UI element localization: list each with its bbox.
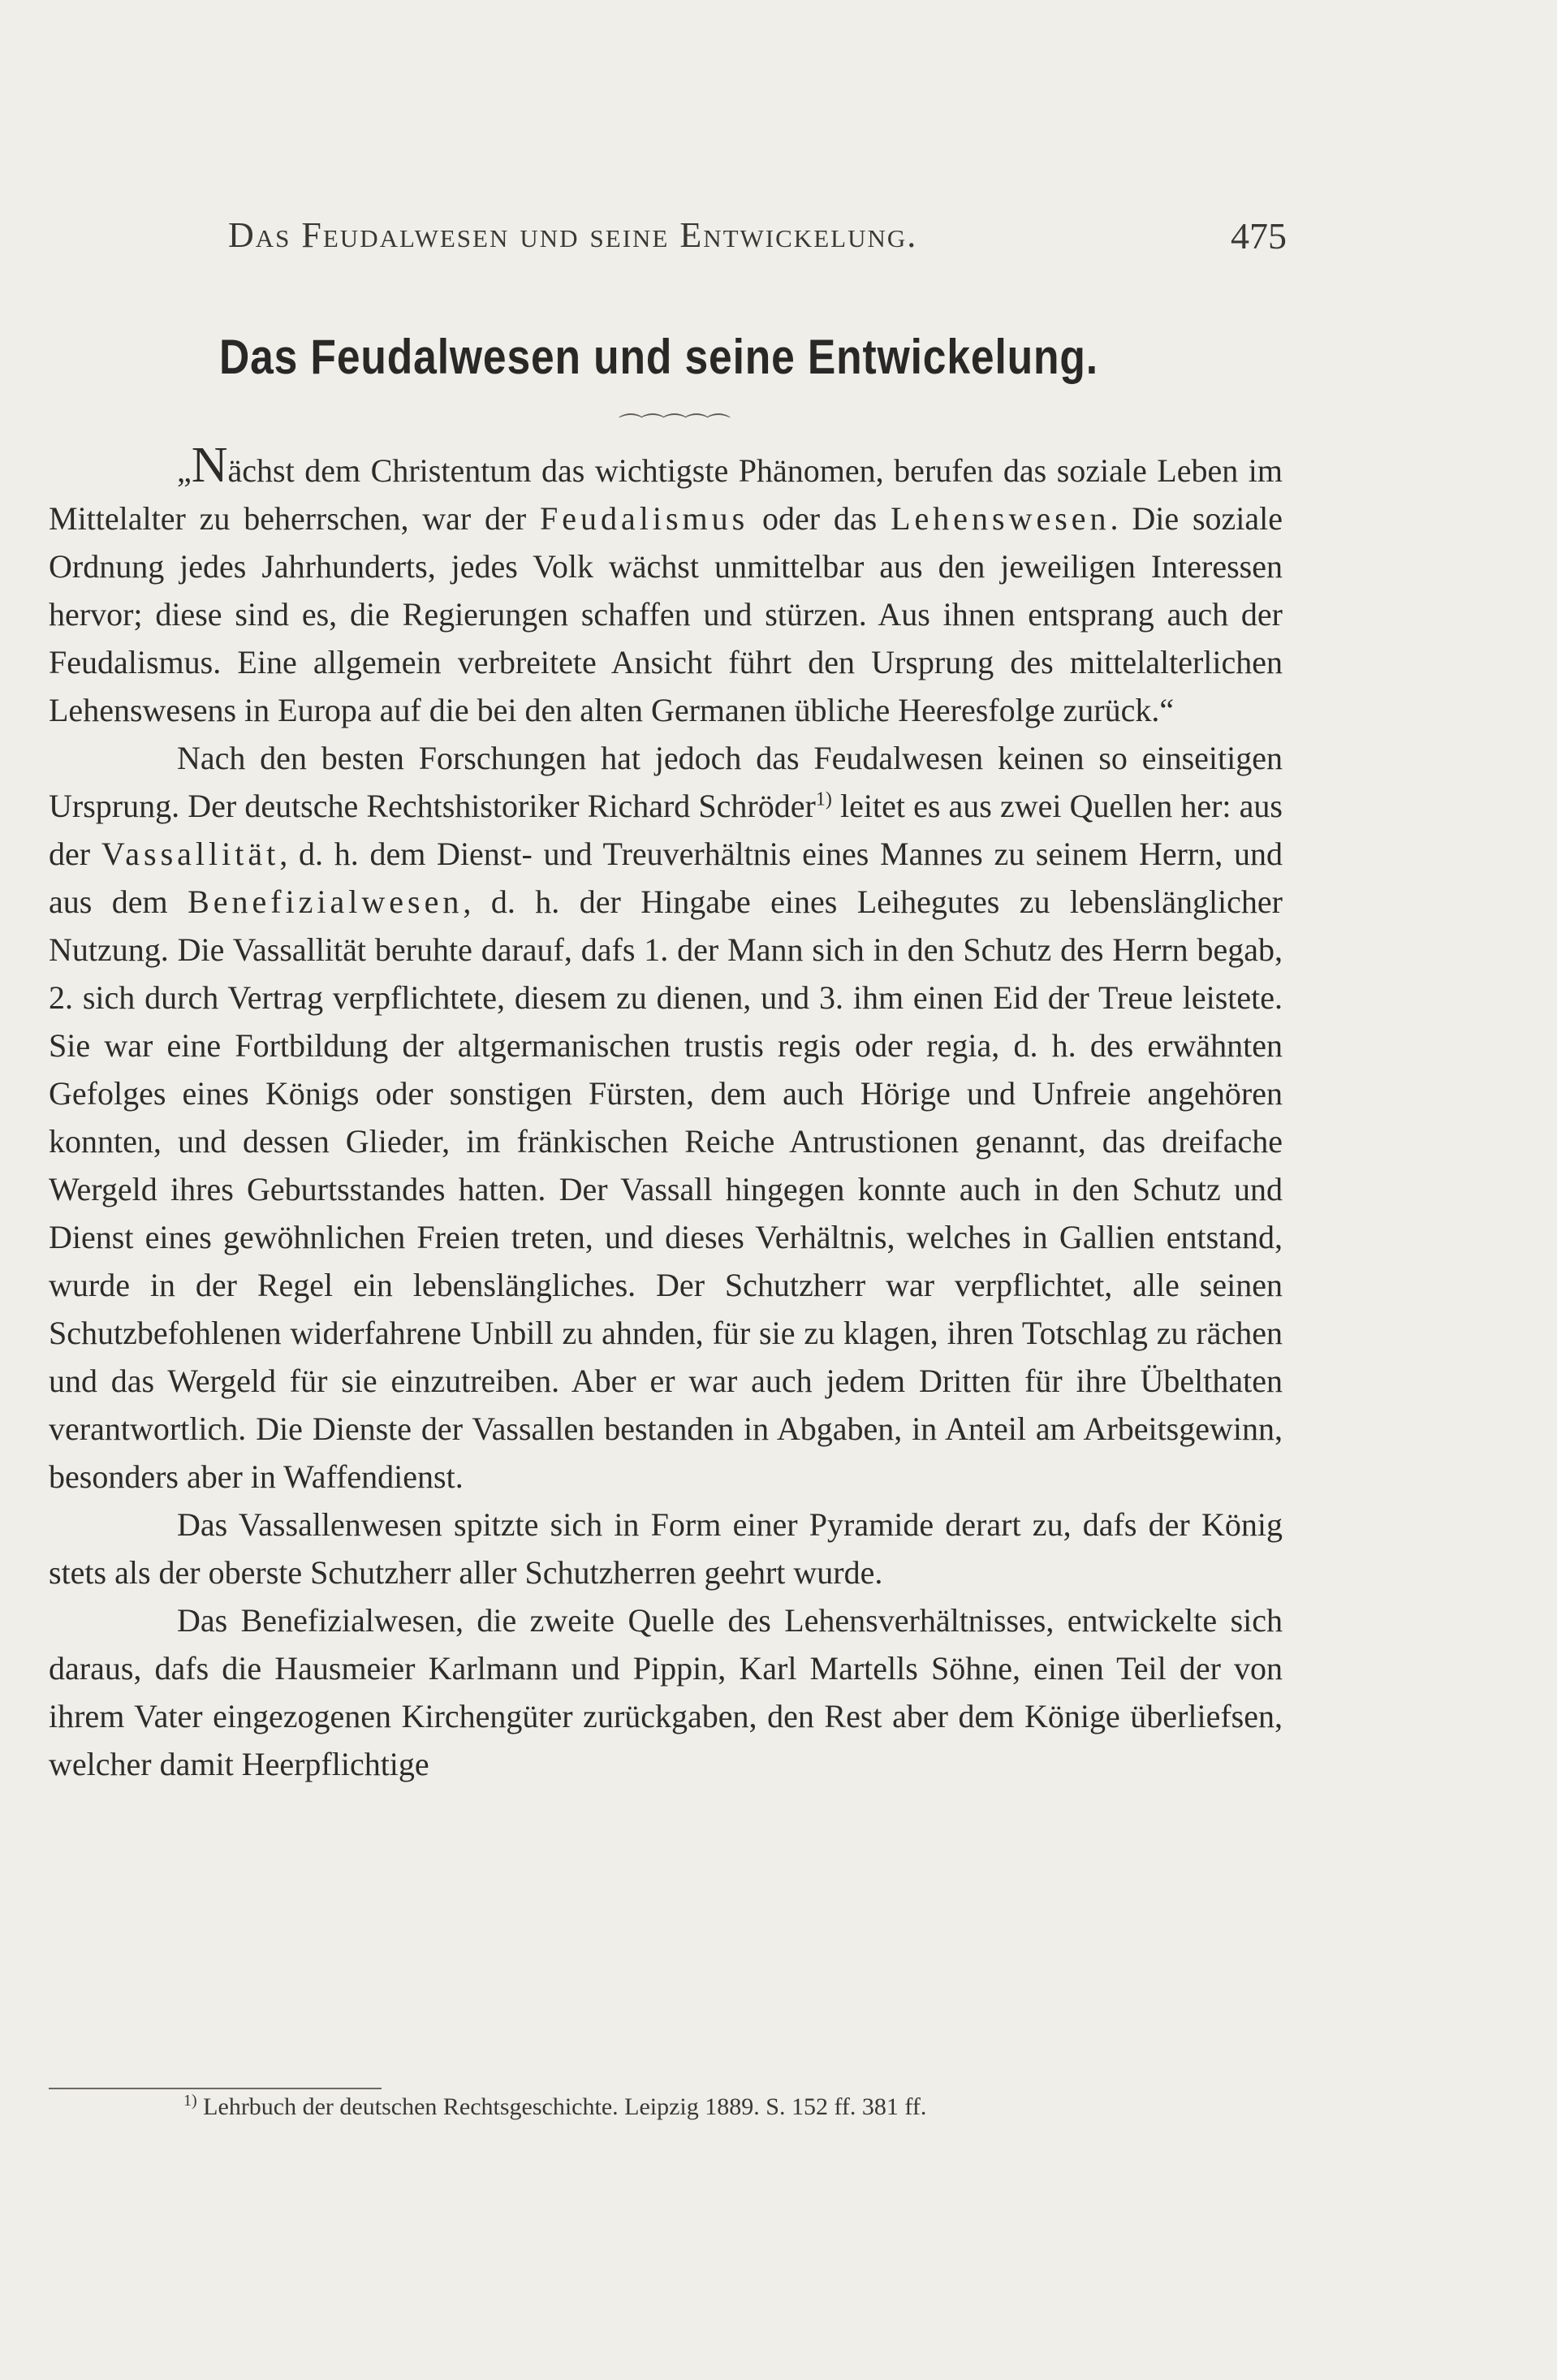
paragraph-1 [49,438,1283,734]
paragraph-2 [49,734,1283,1501]
paragraph-2-text-c: , d. h. dem Dienst- und Treuverhältnis eines Mannes zu seinem Herrn, und aus dem [49,836,1283,920]
paragraph-2-text-a: Nach den besten Forschungen hat jedoch das Feudalwesen keinen so einseitigen Ursprung. Der deutsche Rechtshistoriker Richard Schröder [49,740,1283,824]
footnote-marker: 1) [183,2092,197,2110]
paragraph-4: Das Benefizialwesen, die zweite Quelle des Lehensverhältnisses, entwickelte sich daraus, dafs die Hausmeier Karlmann und Pippin, Karl Martells Söhne, einen Teil der von ihrem Vater eingezogenen Kirchengüter zurückgaben, den Rest aber dem Könige überliefsen, welcher damit Heerpflichtige [49,1602,1283,1782]
paragraph-2-text-d: , d. h. der Hingabe eines Leihegutes zu lebenslänglicher Nutzung. Die Vassallität beruhte darauf, dafs 1. der Mann sich in den Schutz des Herrn begab, 2. sich durch Vertrag verpflichtete, diesem zu dienen, und 3. ihm einen Eid der Treue leistete. Sie war eine Fortbildung der altgermanischen trustis regis oder regia, d. h. des erwähnten Gefolges eines Königs oder sonstigen Fürsten, dem auch Hörige und Unfreie angehören konnten, und dessen Glieder, im fränkischen Reiche Antrustionen genannt, das dreifache Wergeld ihres Geburtsstandes hatten. Der Vassall hingegen konnte auch in den Schutz und Dienst eines gewöhnlichen Freien treten, und dieses Verhältnis, welches in Gallien entstand, wurde in der Regel ein lebenslängliches. Der Schutzherr war verpflichtet, alle seinen Schutzbefohlenen widerfahrene Unbill zu ahnden, für sie zu klagen, ihren Totschlag zu rächen und das Wergeld für sie einzutreiben. Aber er war auch jedem Dritten für ihre Übelthaten verantwortlich. Die Dienste der Vassallen bestanden in Abgaben, in Anteil am Arbeitsgewinn, besonders aber in Waffendienst. [49,883,1283,1495]
paragraph-3: Das Vassallenwesen spitzte sich in Form einer Pyramide derart zu, dafs der König stets als der oberste Schutzherr aller Schutzherren geehrt wurde. [49,1506,1283,1591]
opening-quote: „ [177,452,192,489]
title-ornament: ⌒⌒⌒⌒⌒ [619,413,728,440]
footnote [183,2093,1239,2121]
paragraph-2-text-b: leitet es aus zwei Quellen her: aus der [49,788,1283,872]
emphasis-feudalismus: Feudalismus [539,500,749,537]
initial-letter: N [191,438,228,493]
paragraph-1-text-a: ächst dem Christentum das wichtigste Phänomen, berufen das soziale Leben im Mittelalter zu beherrschen, war der [49,452,1283,537]
page-number: 475 [1231,215,1287,257]
running-head [228,214,1283,256]
emphasis-vassallitaet: Vassallität [101,836,280,872]
emphasis-benefizialwesen: Benefizialwesen [188,883,464,920]
paragraph-1-text-b: oder das [748,500,891,537]
running-head-title: Das Feudalwesen und seine Entwickelung. [228,215,918,255]
footnote-divider [49,2088,382,2089]
body-text [49,422,1283,1788]
footnote-text: Lehrbuch der deutschen Rechtsgeschichte. Leipzig 1889. S. 152 ff. 381 ff. [196,2093,927,2120]
emphasis-lehenswesen: Lehenswesen [891,500,1111,537]
footnote-reference[interactable]: 1) [815,788,832,810]
paragraph-1-text-c: . Die soziale Ordnung jedes Jahrhunderts, jedes Volk wächst unmittelbar aus den jeweiligen Interessen hervor; diese sind es, die Regierungen schaffen und stürzen. Aus ihnen entsprang auch der Feudalismus. Eine allgemein verbreitete Ansicht führt den Ursprung des mittelalterlichen Lehenswesens in Europa auf die bei den alten Germanen übliche Heeresfolge zurück.“ [49,500,1283,728]
chapter-title: Das Feudalwesen und seine Entwickelung. [219,330,1099,384]
